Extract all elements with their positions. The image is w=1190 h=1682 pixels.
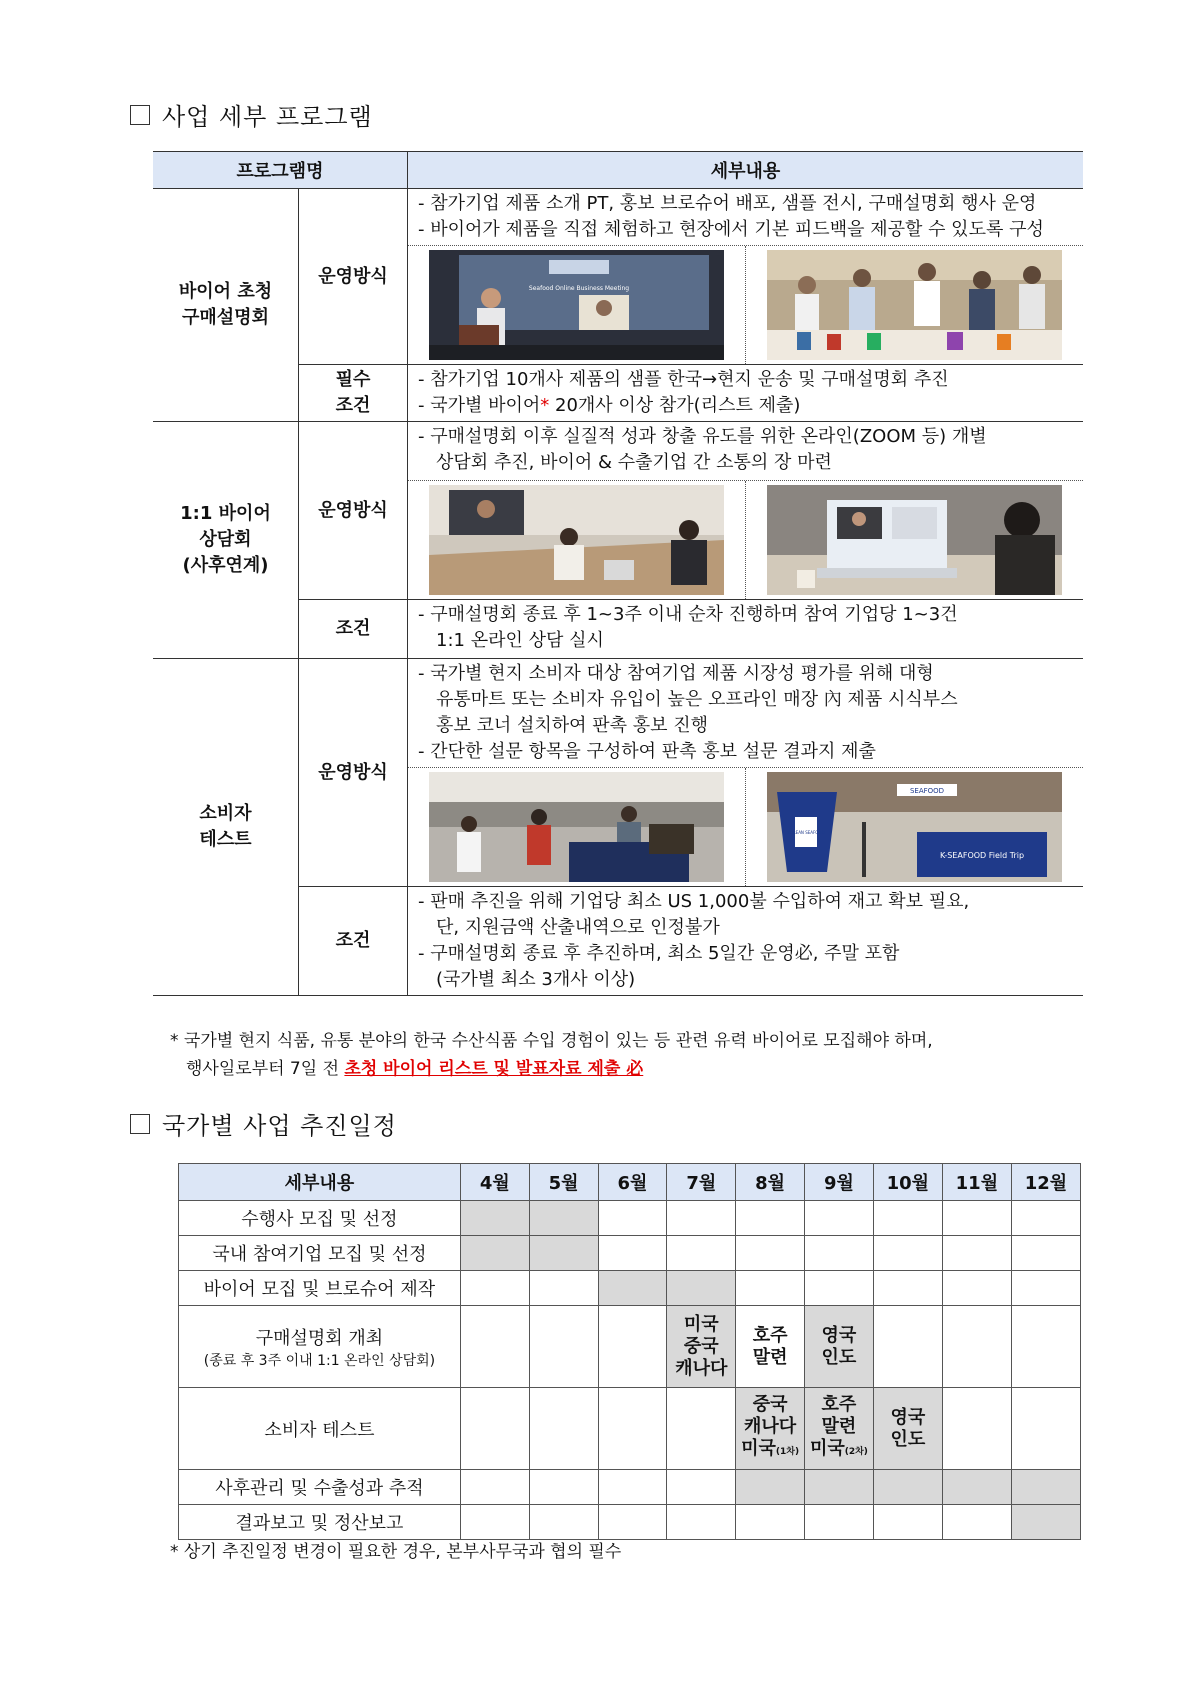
header-month: 5월 — [529, 1164, 598, 1201]
country-list: 영국 인도 — [805, 1306, 874, 1388]
footnote-buyers: * 국가별 현지 식품, 유통 분야의 한국 수산식품 수입 경험이 있는 등 관련 유력 바이어로 모집해야 하며, 행사일로부터 7일 전 초청 바이어 리스트 및 발표자료 제출 必 — [170, 1031, 933, 1079]
header-program-name: 프로그램명 — [153, 152, 408, 189]
sub-label: 필수 조건 — [299, 365, 408, 422]
required-note: 초청 바이어 리스트 및 발표자료 제출 必 — [344, 1059, 644, 1079]
program-table — [153, 151, 1083, 996]
asterisk-mark: * — [540, 395, 550, 416]
header-month: 11월 — [942, 1164, 1011, 1201]
header-month: 6월 — [598, 1164, 667, 1201]
header-month: 10월 — [873, 1164, 942, 1201]
program-name: 바이어 초청 구매설명회 — [153, 189, 299, 422]
booth-side-sign: KOREAN SEAFOOD — [787, 830, 825, 835]
screen-caption: Seafood Online Business Meeting — [528, 285, 630, 292]
table-row — [153, 659, 1083, 887]
seafood-booth-photo — [767, 772, 1062, 882]
schedule-label: 구매설명회 개최 (종료 후 3주 이내 1:1 온라인 상담회) — [179, 1306, 461, 1388]
table-row: 바이어 모집 및 브로슈어 제작 — [179, 1271, 1081, 1306]
country-list: 호주 말련 미국(2차) — [805, 1388, 874, 1470]
sub-label: 조건 — [299, 887, 408, 996]
header-month: 8월 — [736, 1164, 805, 1201]
sub-label: 조건 — [299, 600, 408, 659]
online-meeting-room-photo — [429, 485, 724, 595]
header-details: 세부내용 — [408, 152, 1084, 189]
booth-top-sign: SEAFOOD — [909, 787, 945, 795]
table-row: 사후관리 및 수출성과 추적 — [179, 1470, 1081, 1505]
presentation-photo — [429, 250, 724, 360]
details-cell: - 구매설명회 종료 후 1~3주 이내 순차 진행하며 참여 기업당 1~3건 1:1 온라인 상담 실시 — [408, 600, 1084, 659]
checkbox-icon — [130, 105, 150, 125]
header-month: 7월 — [667, 1164, 736, 1201]
header-month: 9월 — [805, 1164, 874, 1201]
laptop-meeting-photo — [767, 485, 1062, 595]
program-name: 소비자 테스트 — [153, 659, 299, 996]
section-title-program: 사업 세부 프로그램 — [130, 97, 373, 132]
sub-label: 운영방식 — [299, 659, 408, 887]
country-list: 미국 중국 캐나다 — [667, 1306, 736, 1388]
sub-label: 운영방식 — [299, 422, 408, 600]
footnote-schedule: * 상기 추진일정 변경이 필요한 경우, 본부사무국과 협의 필수 — [170, 1542, 622, 1562]
checkbox-icon — [130, 1114, 150, 1134]
section-title-schedule: 국가별 사업 추진일정 — [130, 1106, 397, 1141]
program-name: 1:1 바이어 상담회 (사후연계) — [153, 422, 299, 659]
table-row — [153, 422, 1083, 600]
table-header-row — [153, 152, 1083, 189]
schedule-table — [178, 1163, 1081, 1540]
country-list: 호주 말련 — [736, 1306, 805, 1388]
table-row: 국내 참여기업 모집 및 선정 — [179, 1236, 1081, 1271]
sub-label: 운영방식 — [299, 189, 408, 365]
header-details: 세부내용 — [179, 1164, 461, 1201]
table-header-row — [179, 1164, 1081, 1201]
country-list: 중국 캐나다 미국(1차) — [736, 1388, 805, 1470]
details-cell: - 판매 추진을 위해 기업당 최소 US 1,000불 수입하여 재고 확보 필요, 단, 지원금액 산출내역으로 인정불가 - 구매설명회 종료 후 추진하며, 최소 5일간 운영必, 주말 포함 (국가별 최소 3개사 이상) — [408, 887, 1084, 996]
details-cell: - 구매설명회 이후 실질적 성과 창출 유도를 위한 온라인(ZOOM 등) 개별 상담회 추진, 바이어 & 수출기업 간 소통의 장 마련 — [408, 422, 1084, 600]
sample-exhibition-photo — [767, 250, 1062, 360]
details-cell: - 참가기업 제품 소개 PT, 홍보 브로슈어 배포, 샘플 전시, 구매설명회 행사 운영 - 바이어가 제품을 직접 체험하고 현장에서 기본 피드백을 제공할 수 있도록 구성 Seafood Online Business Meeting — [408, 189, 1084, 365]
table-row: 수행사 모집 및 선정 — [179, 1201, 1081, 1236]
tasting-booth-photo — [429, 772, 724, 882]
details-cell: - 참가기업 10개사 제품의 샘플 한국→현지 운송 및 구매설명회 추진 - 국가별 바이어* 20개사 이상 참가(리스트 제출) — [408, 365, 1084, 422]
booth-sign: K-SEAFOOD Field Trip — [939, 851, 1025, 860]
table-row — [153, 189, 1083, 365]
details-cell: - 국가별 현지 소비자 대상 참여기업 제품 시장성 평가를 위해 대형 유통마트 또는 소비자 유입이 높은 오프라인 매장 內 제품 시식부스 홍보 코너 설치하여 판촉 홍보 진행 - 간단한 설문 항목을 구성하여 판촉 홍보 설문 결과지 제출 SEAFOOD KOREAN SEAFOOD K-SEAFOOD Field Trip — [408, 659, 1084, 887]
table-row: 결과보고 및 정산보고 — [179, 1505, 1081, 1540]
header-month: 4월 — [460, 1164, 529, 1201]
header-month: 12월 — [1011, 1164, 1080, 1201]
country-list: 영국 인도 — [873, 1388, 942, 1470]
table-row: 소비자 테스트 중국 캐나다 미국(1차) 호주 말련 미국(2차) 영국 인도 — [179, 1388, 1081, 1470]
table-row — [179, 1306, 1081, 1388]
